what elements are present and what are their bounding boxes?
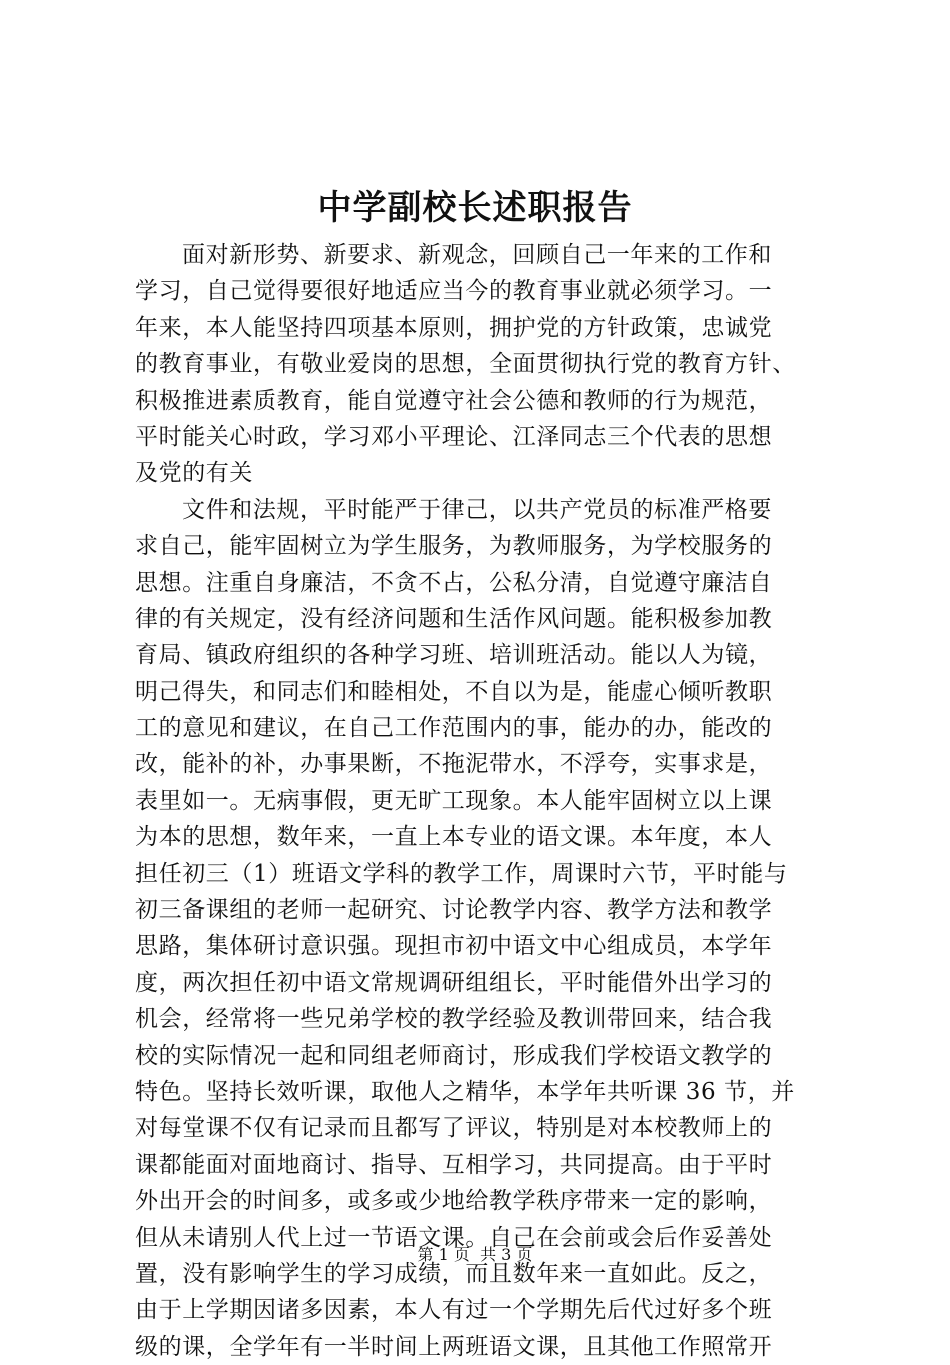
text-line: 课都能面对面地商讨、指导、互相学习，共同提高。由于平时: [135, 1151, 773, 1178]
text-line: 及党的有关: [135, 460, 253, 487]
text-line: 外出开会的时间多，或多或少地给教学秩序带来一定的影响，: [135, 1188, 773, 1215]
text-line: 平时能关心时政，学习邓小平理论、江泽同志三个代表的思想: [135, 423, 773, 450]
text-line: 级的课，全学年有一半时间上两班语文课，且其他工作照常开: [135, 1333, 773, 1360]
text-line: 明己得失，和同志们和睦相处，不自以为是，能虚心倾听教职: [135, 678, 773, 705]
text-line: 度，两次担任初中语文常规调研组组长，平时能借外出学习的: [135, 969, 773, 996]
text-line: 年来，本人能坚持四项基本原则，拥护党的方针政策，忠诚党: [135, 314, 773, 341]
text-line: 初三备课组的老师一起研究、讨论教学内容、教学方法和教学: [135, 897, 773, 924]
text-line: 律的有关规定，没有经济问题和生活作风问题。能积极参加教: [135, 605, 773, 632]
text-line: 工的意见和建议，在自己工作范围内的事，能办的办，能改的: [135, 715, 773, 742]
text-line: 的教育事业，有敬业爱岗的思想，全面贯彻执行党的教育方针、: [135, 351, 796, 378]
paragraph-1: [135, 237, 835, 492]
text-line: 改，能补的补，办事果断，不拖泥带水，不浮夸，实事求是，: [135, 751, 773, 778]
text-line: 面对新形势、新要求、新观念，回顾自己一年来的工作和: [182, 242, 772, 268]
text-line: 求自己，能牢固树立为学生服务，为教师服务，为学校服务的: [135, 533, 773, 560]
text-line: 文件和法规，平时能严于律己，以共产党员的标准严格要: [182, 496, 772, 523]
text-line: 思想。注重自身廉洁，不贪不占，公私分清，自觉遵守廉洁自: [135, 569, 773, 596]
text-line: 学习，自己觉得要很好地适应当今的教育事业就必须学习。一: [135, 278, 773, 305]
text-line: 对每堂课不仅有记录而且都写了评议，特别是对本校教师上的: [135, 1115, 773, 1142]
document-body: [135, 237, 835, 1365]
document-title: 中学副校长述职报告: [317, 188, 633, 228]
text-line: 担任初三（1）班语文学科的教学工作，周课时六节，平时能与: [135, 860, 788, 887]
text-line: 思路，集体研讨意识强。现担市初中语文中心组成员，本学年: [135, 933, 773, 960]
text-line: 为本的思想，数年来，一直上本专业的语文课。本年度，本人: [135, 824, 773, 851]
page-number-footer: 第 1 页 共 3 页: [417, 1245, 533, 1264]
paragraph-2: [135, 492, 835, 1365]
text-line: 积极推进素质教育，能自觉遵守社会公德和教师的行为规范，: [135, 387, 773, 414]
text-line: 置，没有影响学生的学习成绩，而且数年来一直如此。反之，: [135, 1260, 773, 1287]
text-line: 机会，经常将一些兄弟学校的教学经验及教训带回来，结合我: [135, 1006, 773, 1033]
text-line: 特色。坚持长效听课，取他人之精华，本学年共听课 36 节，并: [135, 1078, 795, 1105]
text-line: 育局、镇政府组织的各种学习班、培训班活动。能以人为镜，: [135, 642, 773, 669]
text-line: 表里如一。无病事假，更无旷工现象。本人能牢固树立以上课: [135, 787, 773, 814]
text-line: 由于上学期因诸多因素，本人有过一个学期先后代过好多个班: [135, 1297, 773, 1324]
text-line: 但从未请别人代上过一节语文课。自己在会前或会后作妥善处: [135, 1224, 773, 1251]
text-line: 校的实际情况一起和同组老师商讨，形成我们学校语文教学的: [135, 1042, 773, 1069]
